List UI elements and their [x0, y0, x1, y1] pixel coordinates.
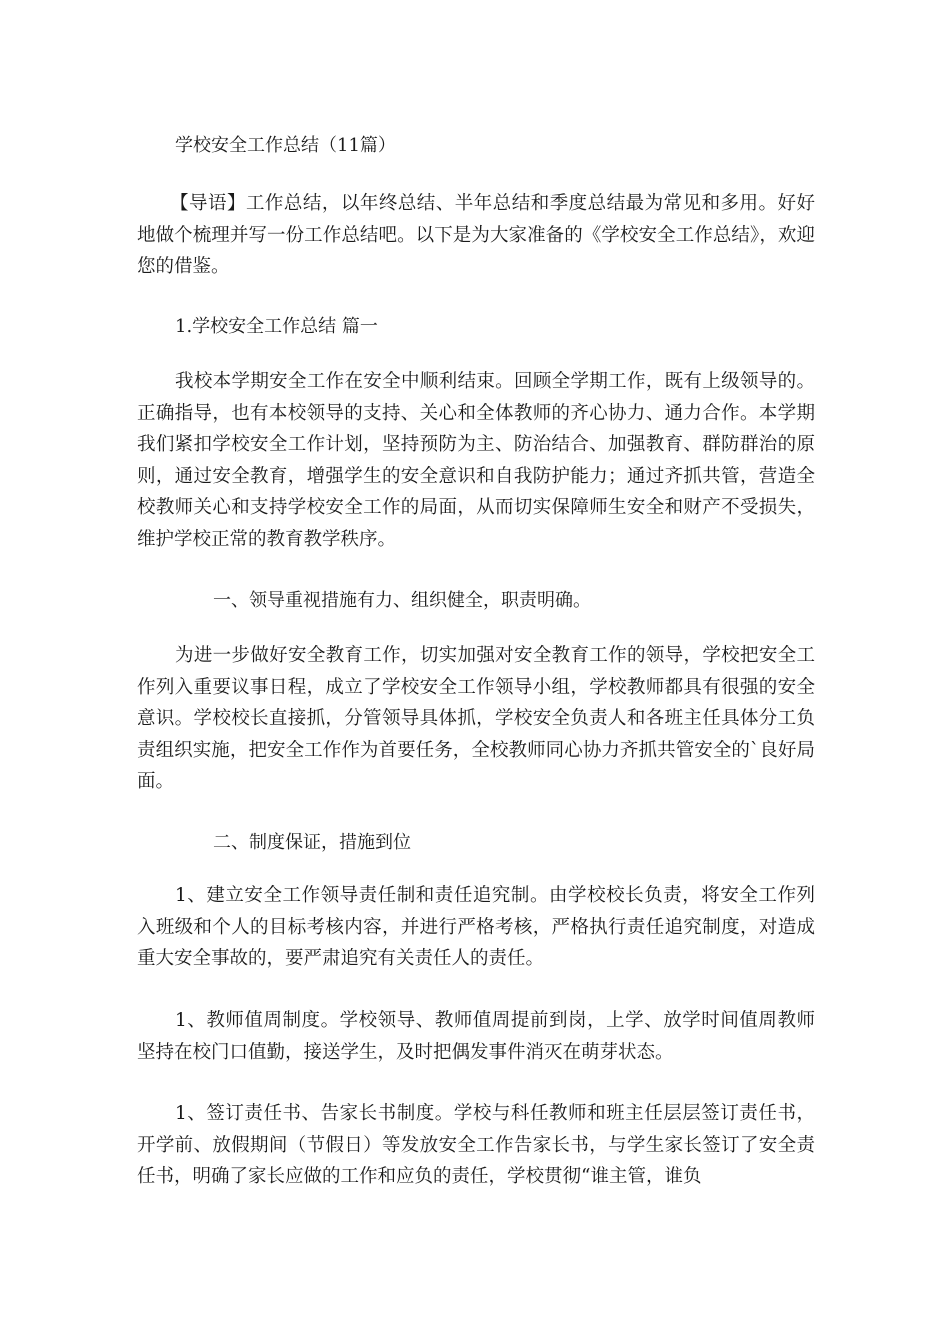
document-title: 学校安全工作总结（11篇）: [175, 135, 396, 156]
heading-one: 一、领导重视措施有力、组织健全，职责明确。: [213, 590, 591, 611]
intro-paragraph: 【导语】工作总结，以年终总结、半年总结和季度总结最为常见和多用。好好地做个梳理并写一份工作总结吧。以下是为大家准备的《学校安全工作总结》，欢迎您的借鉴。: [137, 193, 815, 277]
heading-two: 二、制度保证，措施到位: [213, 832, 411, 853]
body-paragraph-2: 为进一步做好安全教育工作，切实加强对安全教育工作的领导，学校把安全工作列入重要议事日程，成立了学校安全工作领导小组，学校教师都具有很强的安全意识。学校校长直接抓，分管领导具体抓，学校安全负责人和各班主任具体分工负责组织实施，把安全工作作为首要任务，全校教师同心协力齐抓共管安全的`良好局面。: [137, 645, 815, 792]
section-title: 1.学校安全工作总结 篇一: [175, 316, 378, 337]
body-paragraph-1: 我校本学期安全工作在安全中顺利结束。回顾全学期工作，既有上级领导的。正确指导，也有本校领导的支持、关心和全体教师的齐心协力、通力合作。本学期我们紧扣学校安全工作计划，坚持预防为主、防治结合、加强教育、群防群治的原则，通过安全教育，增强学生的安全意识和自我防护能力；通过齐抓共管，营造全校教师关心和支持学校安全工作的局面，从而切实保障师生安全和财产不受损失，维护学校正常的教育教学秩序。: [137, 371, 815, 550]
body-paragraph-5: 1、签订责任书、告家长书制度。学校与科任教师和班主任层层签订责任书，开学前、放假期间（节假日）等发放安全工作告家长书，与学生家长签订了安全责任书，明确了家长应做的工作和应负的责任，学校贯彻“谁主管，谁负: [137, 1103, 815, 1187]
body-paragraph-4: 1、教师值周制度。学校领导、教师值周提前到岗，上学、放学时间值周教师坚持在校门口值勤，接送学生，及时把偶发事件消灭在萌芽状态。: [137, 1010, 815, 1063]
body-paragraph-3: 1、建立安全工作领导责任制和责任追究制。由学校校长负责，将安全工作列入班级和个人的目标考核内容，并进行严格考核，严格执行责任追究制度，对造成重大安全事故的，要严肃追究有关责任人的责任。: [137, 885, 815, 969]
